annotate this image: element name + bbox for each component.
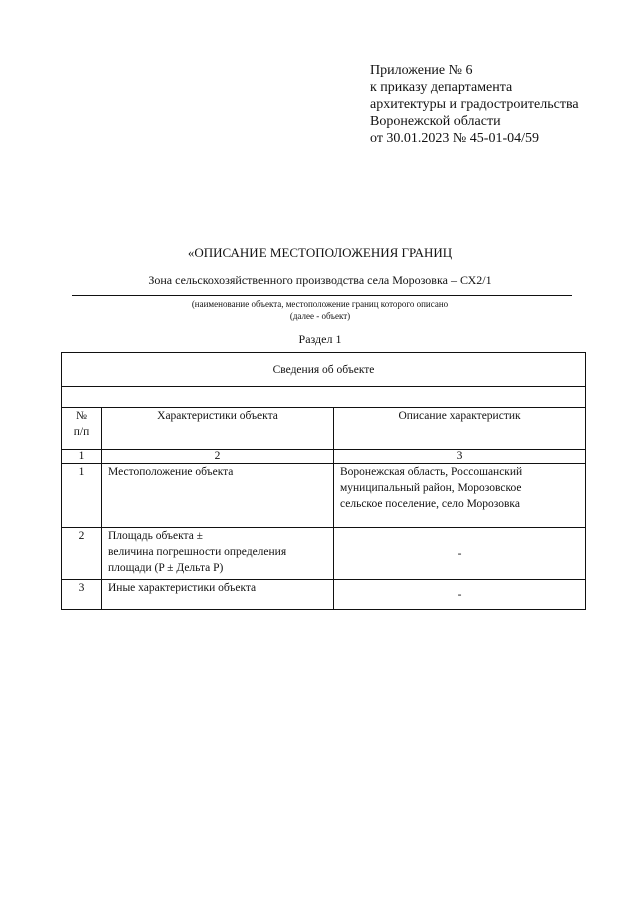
hint-line: (далее - объект) bbox=[289, 311, 351, 321]
appendix-line: архитектуры и градостроительства bbox=[370, 97, 579, 112]
header-description: Описание характеристик bbox=[334, 408, 586, 450]
header-characteristic: Характеристики объекта bbox=[102, 408, 334, 450]
row-description: - bbox=[334, 528, 586, 580]
table-caption-row bbox=[62, 353, 586, 387]
row-characteristic bbox=[102, 464, 334, 528]
cell-line: муниципальный район, Морозовское bbox=[340, 482, 522, 494]
cell-line: площади (P ± Дельта P) bbox=[108, 562, 224, 574]
hint-line: (наименование объекта, местоположение границ которого описано bbox=[191, 299, 449, 309]
row-description: - bbox=[334, 580, 586, 610]
column-number: 3 bbox=[334, 450, 586, 464]
row-characteristic bbox=[102, 528, 334, 580]
row-num: 1 bbox=[62, 464, 102, 528]
row-num: 3 bbox=[62, 580, 102, 610]
cell-line: Площадь объекта ± bbox=[108, 530, 203, 542]
object-name-hint bbox=[0, 298, 640, 322]
appendix-line: к приказу департамента bbox=[370, 80, 513, 95]
column-number-row bbox=[62, 450, 586, 464]
appendix-line: от 30.01.2023 № 45-01-04/59 bbox=[370, 131, 540, 146]
cell-line: Местоположение объекта bbox=[108, 466, 234, 478]
section-title: Раздел 1 bbox=[298, 332, 342, 346]
table-spacer-cell bbox=[62, 387, 586, 408]
appendix-block bbox=[370, 62, 579, 147]
header-num bbox=[62, 408, 102, 450]
table-row bbox=[62, 464, 586, 528]
appendix-line: Воронежской области bbox=[370, 114, 501, 129]
table-caption: Сведения об объекте bbox=[62, 353, 586, 387]
object-name: Зона сельскохозяйственного производства села Морозовка – СХ2/1 bbox=[148, 273, 492, 287]
table-spacer-row bbox=[62, 387, 586, 408]
table-row bbox=[62, 528, 586, 580]
row-characteristic bbox=[102, 580, 334, 610]
cell-line: Иные характеристики объекта bbox=[108, 582, 257, 594]
object-info-table bbox=[61, 352, 586, 610]
document-title: «ОПИСАНИЕ МЕСТОПОЛОЖЕНИЯ ГРАНИЦ bbox=[187, 245, 453, 260]
header-num-line: № bbox=[76, 410, 87, 422]
table-row bbox=[62, 580, 586, 610]
column-number: 1 bbox=[62, 450, 102, 464]
appendix-line: Приложение № 6 bbox=[370, 63, 473, 78]
column-number: 2 bbox=[102, 450, 334, 464]
row-description bbox=[334, 464, 586, 528]
object-name-underline bbox=[72, 295, 572, 296]
table-header-row bbox=[62, 408, 586, 450]
row-num: 2 bbox=[62, 528, 102, 580]
cell-line: сельское поселение, село Морозовка bbox=[340, 498, 520, 510]
header-num-line: п/п bbox=[73, 426, 90, 438]
cell-line: величина погрешности определения bbox=[108, 546, 287, 558]
cell-line: Воронежская область, Россошанский bbox=[340, 466, 523, 478]
